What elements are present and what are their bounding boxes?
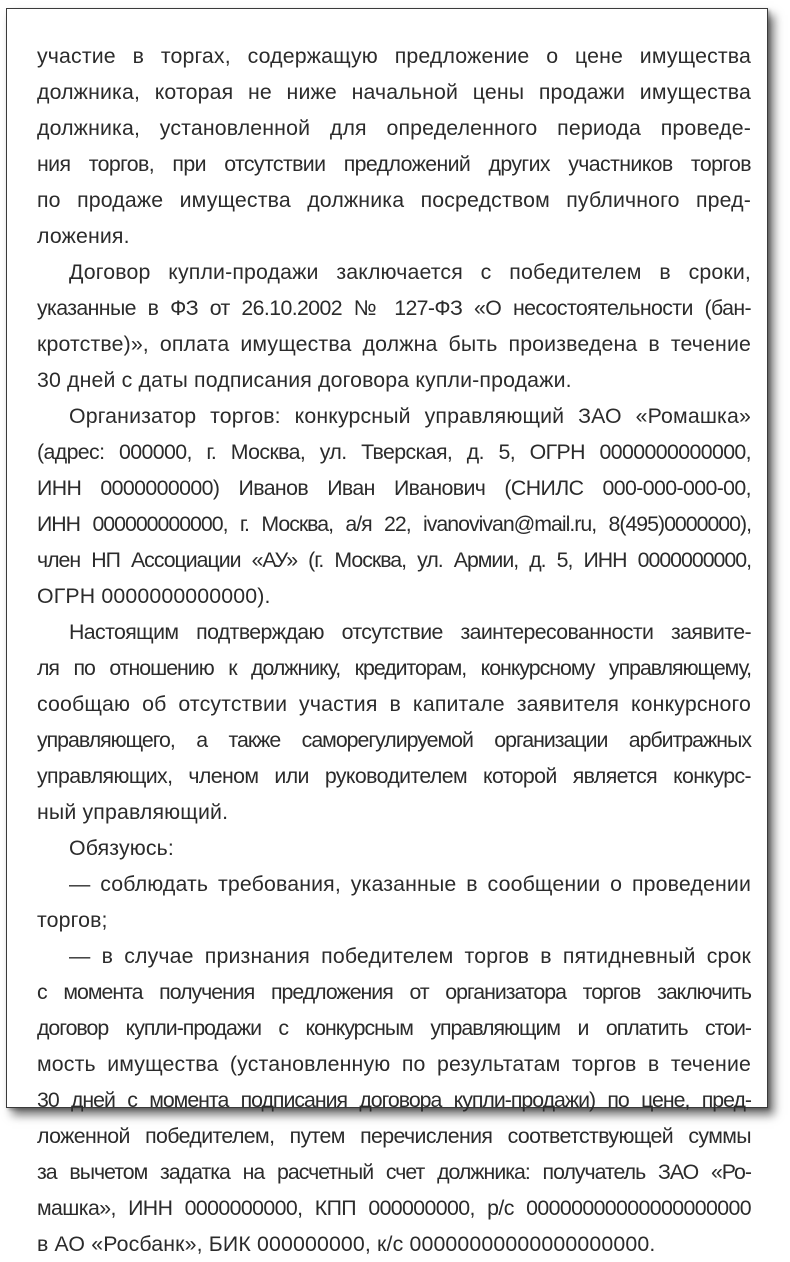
text-line: ложения. <box>37 224 130 248</box>
text-line: кротстве)», оплата имущества должна быть произведена в течение <box>37 332 751 356</box>
text-line: — в случае признания победителем торгов в пятидневный срок <box>69 944 751 968</box>
text-line: должника, установленной для определенного периода проведе- <box>37 116 751 140</box>
text-line: — соблюдать требования, указанные в сообщении о проведении <box>69 872 751 896</box>
paragraph-obligation-1 <box>37 866 751 938</box>
text-line: должника, которая не ниже начальной цены продажи имущества <box>37 80 751 104</box>
text-line: ИНН 0000000000) Иванов Иван Иванович (СНИЛС 000-000-000-00, <box>37 476 751 500</box>
text-line: ля по отношению к должнику, кредиторам, конкурсному управляющему, <box>37 656 751 680</box>
text-line: Настоящим подтверждаю отсутствие заинтересованности заявите- <box>69 620 751 644</box>
text-line: Договор купли-продажи заключается с победителем в сроки, <box>69 260 751 284</box>
text-line: с момента получения предложения от организатора торгов заключить <box>37 980 751 1004</box>
text-line: ложенной победителем, путем перечисления соответствующей суммы <box>37 1124 751 1148</box>
document-page <box>6 8 768 1256</box>
text-line: сообщаю об отсутствии участия в капитале заявителя конкурсного <box>37 692 751 716</box>
text-line: по продаже имущества должника посредством публичного пред- <box>37 188 751 212</box>
text-line: ОГРН 0000000000000). <box>37 584 271 608</box>
text-line: указанные в ФЗ от 26.10.2002 № 127-ФЗ «О несостоятельности (бан- <box>37 296 751 320</box>
text-line: член НП Ассоциации «АУ» (г. Москва, ул. Армии, д. 5, ИНН 0000000000, <box>37 548 751 572</box>
document-body <box>37 38 751 1262</box>
paragraph-obligations-heading <box>37 830 751 866</box>
organizer-contacts-line: ИНН 000000000000, г. Москва, а/я 22, ivanovivan@mail.ru, 8(495)0000000), <box>37 512 751 536</box>
text-line: (адрес: 000000, г. Москва, ул. Тверская, д. 5, ОГРН 0000000000000, <box>37 440 751 464</box>
text-line: Обязуюсь: <box>69 836 174 860</box>
paragraph-obligation-2 <box>37 938 751 1262</box>
paragraph-bid-terms <box>37 38 751 254</box>
text-line: торгов; <box>37 908 108 932</box>
text-line: 30 дней с даты подписания договора купли-продажи. <box>37 368 572 392</box>
text-line: мость имущества (установленную по результатам торгов в течение <box>37 1052 751 1076</box>
text-line: участие в торгах, содержащую предложение о цене имущества <box>37 44 751 68</box>
text-line: управляющего, а также саморегулируемой организации арбитражных <box>37 728 751 752</box>
text-line: 30 дней с момента подписания договора купли-продажи) по цене, пред- <box>37 1088 751 1112</box>
paragraph-contract-terms <box>37 254 751 398</box>
text-line: ный управляющий. <box>37 800 229 824</box>
text-line: договор купли-продажи с конкурсным управляющим и оплатить стои- <box>37 1016 751 1040</box>
bank-details-line: в АО «Росбанк», БИК 000000000, к/с 00000000000000000000. <box>37 1232 656 1256</box>
text-line: Организатор торгов: конкурсный управляющий ЗАО «Ромашка» <box>69 404 751 428</box>
paragraph-no-interest-confirmation <box>37 614 751 830</box>
bank-details-line: машка», ИНН 0000000000, КПП 000000000, р/с 00000000000000000000 <box>37 1196 751 1220</box>
paragraph-auction-organizer <box>37 398 751 614</box>
text-line: управляющих, членом или руководителем которой является конкурс- <box>37 764 751 788</box>
text-line: ния торгов, при отсутствии предложений других участников торгов <box>37 152 751 176</box>
text-line: за вычетом задатка на расчетный счет должника: получатель ЗАО «Ро- <box>37 1160 751 1184</box>
